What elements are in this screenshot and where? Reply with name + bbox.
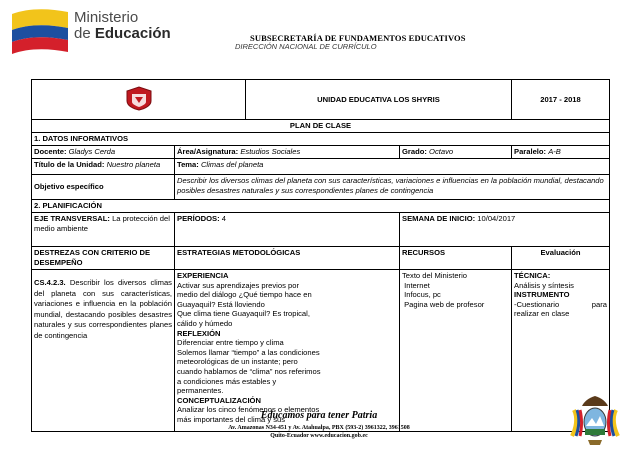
periodos-value: 4 <box>221 214 226 223</box>
eje-cell <box>32 213 175 247</box>
paralelo-cell <box>512 146 610 159</box>
col-evaluacion: Evaluación <box>512 247 610 270</box>
reflexion-line: permanentes. <box>177 386 224 396</box>
estrategias-cell <box>175 270 400 432</box>
experiencia-line: medio del diálogo ¿Qué tiempo hace en <box>177 290 312 300</box>
recurso-item: Internet <box>402 280 430 290</box>
paralelo-label: Paralelo: <box>514 147 547 156</box>
destreza-code: CS.4.2.3. <box>34 278 66 287</box>
periodos-cell <box>175 213 400 247</box>
instrumento-title: INSTRUMENTO <box>514 290 570 300</box>
col-estrategias: ESTRATEGIAS METODOLÓGICAS <box>175 247 400 270</box>
section-datos-informativos: 1. DATOS INFORMATIVOS <box>32 133 610 146</box>
experiencia-line: Guayaquil? Está lloviendo <box>177 299 265 309</box>
footer-address <box>0 424 638 440</box>
paralelo-value: A-B <box>548 147 561 156</box>
col-destrezas: DESTREZAS CON CRITERIO DE DESEMPEÑO <box>32 247 175 270</box>
school-crest-icon <box>124 85 154 111</box>
reflexion-line: meteorológicas de un instante; pero <box>177 357 298 367</box>
conceptualizacion-line: más importantes del clima y sus <box>177 414 286 424</box>
destreza-cell <box>32 270 175 432</box>
titulo-cell <box>32 159 175 175</box>
plan-title: PLAN DE CLASE <box>32 120 610 133</box>
recurso-item: Infocus, pc <box>402 290 441 300</box>
school-name: UNIDAD EDUCATIVA LOS SHYRIS <box>246 80 512 120</box>
titulo-label: Título de la Unidad: <box>34 160 105 169</box>
reflexion-line: a condiciones más estables y <box>177 376 277 386</box>
experiencia-line: cálido y húmedo <box>177 318 233 328</box>
tecnica-title: TÉCNICA: <box>514 271 551 280</box>
footer-title: Educamos para tener Patria <box>260 410 378 421</box>
section-planificacion: 2. PLANIFICACIÓN <box>32 200 610 213</box>
semana-value: 10/04/2017 <box>477 214 516 223</box>
school-crest-cell <box>32 80 246 120</box>
tema-value: Climas del planeta <box>200 160 264 169</box>
area-label: Área/Asignatura: <box>177 147 239 156</box>
school-year: 2017 - 2018 <box>512 80 610 120</box>
ministry-line2-prefix: de <box>74 25 95 42</box>
tema-label: Tema: <box>177 160 199 169</box>
tema-cell <box>175 159 610 175</box>
instrumento-row <box>514 300 607 310</box>
tecnica-value: Análisis y síntesis <box>514 280 574 290</box>
area-value: Estudios Sociales <box>240 147 301 156</box>
recurso-item: Pagina web de profesor <box>402 299 485 309</box>
coat-of-arms-icon <box>568 392 622 448</box>
grado-cell <box>400 146 512 159</box>
reflexion-line: Solemos llamar “tiempo” a las condiciones <box>177 347 320 357</box>
instrumento-c: realizar en clase <box>514 309 570 319</box>
docente-value: Gladys Cerda <box>68 147 116 156</box>
recursos-cell <box>400 270 512 432</box>
periodos-label: PERÍODOS: <box>177 214 220 223</box>
experiencia-line: Activar sus aprendizajes previos por <box>177 280 299 290</box>
experiencia-title: EXPERIENCIA <box>177 271 229 280</box>
ecuador-coat-of-arms <box>568 392 622 448</box>
instrumento-a: -Cuestionario <box>514 299 560 309</box>
plan-table <box>31 79 610 432</box>
ecuador-flag-logo-icon <box>8 6 72 58</box>
conceptualizacion-line: Analizar los cinco fenómenos o elementos <box>177 405 320 415</box>
subsecretaria-title: SUBSECRETARÍA DE FUNDAMENTOS EDUCATIVOS <box>250 33 466 43</box>
objetivo-label: Objetivo específico <box>32 175 175 200</box>
grado-value: Octavo <box>429 147 454 156</box>
titulo-value: Nuestro planeta <box>106 160 161 169</box>
recurso-item: Texto del Ministerio <box>402 271 467 280</box>
conceptualizacion-title: CONCEPTUALIZACIÓN <box>177 395 261 405</box>
reflexion-line: cuando hablamos de “clima” nos referimos <box>177 366 321 376</box>
instrumento-b: para <box>591 299 607 309</box>
reflexion-line: Diferenciar entre tiempo y clima <box>177 338 284 348</box>
docente-label: Docente: <box>34 147 67 156</box>
ministry-line2 <box>74 26 171 42</box>
area-cell <box>175 146 400 159</box>
grado-label: Grado: <box>402 147 427 156</box>
footer-address-line1: Av. Amazonas N34-451 y Av. Atahualpa, PBX (593-2) 3961322, 3961508 <box>228 425 410 431</box>
ministry-name <box>74 10 171 42</box>
reflexion-title: REFLEXIÓN <box>177 328 221 338</box>
eje-value: La protección del medio ambiente <box>34 214 170 233</box>
footer-address-line2: Quito-Ecuador www.educacion.gob.ec <box>270 433 368 439</box>
col-recursos: RECURSOS <box>400 247 512 270</box>
semana-label: SEMANA DE INICIO: <box>402 214 476 223</box>
ministry-line1: Ministerio <box>74 9 139 26</box>
semana-cell <box>400 213 610 247</box>
objetivo-value: Describir los diversos climas del planeta con sus características, variaciones e influencias en la población mundial, destacando posibles desastres naturales y sus correspondientes planes de contingencia <box>175 175 610 200</box>
direccion-title: DIRECCIÓN NACIONAL DE CURRÍCULO <box>235 42 377 51</box>
experiencia-line: Que clima tiene Guayaquil? Es tropical, <box>177 309 310 319</box>
docente-cell <box>32 146 175 159</box>
destreza-text: Describir los diversos climas del planeta con sus características, variaciones e influencia en la población mundial, destacando posibles desastres naturales y sus correspondientes planes de contingencia <box>34 278 172 340</box>
eje-label: EJE TRANSVERSAL: <box>34 214 110 223</box>
ministry-line2-bold: Educación <box>94 25 171 42</box>
